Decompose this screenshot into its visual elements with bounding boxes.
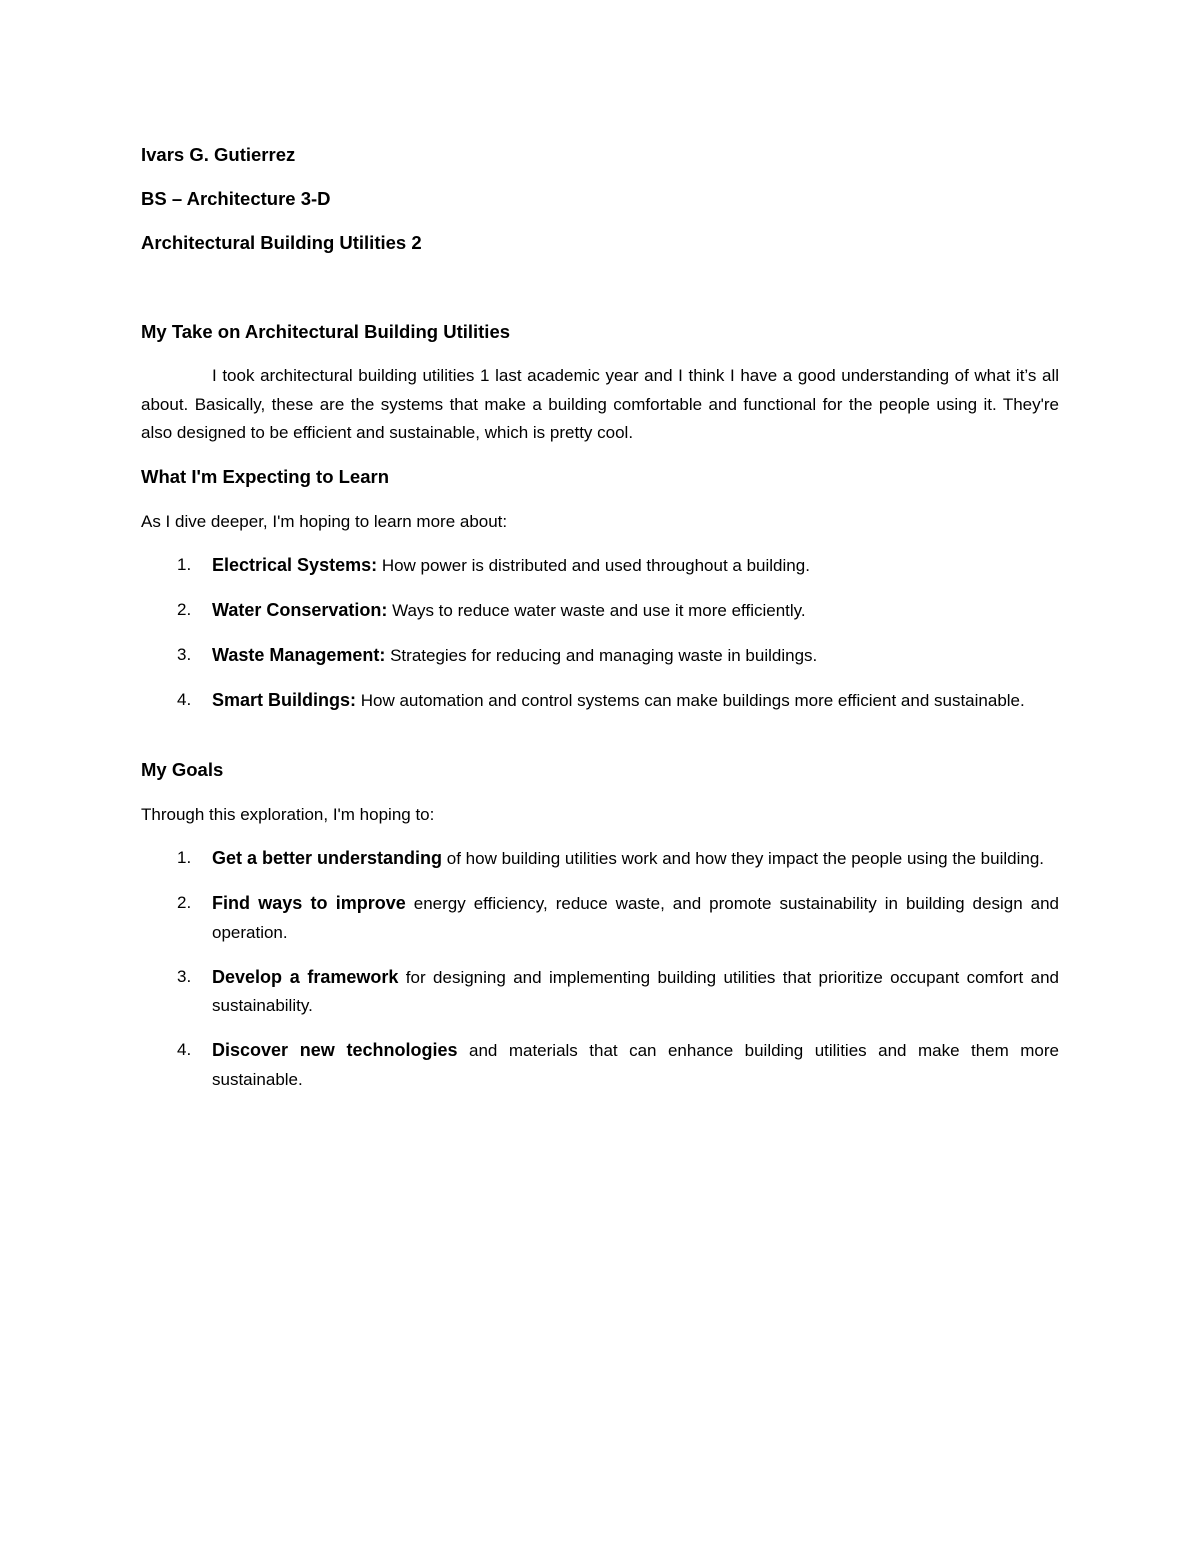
list-number: 1. xyxy=(177,555,192,574)
list-item-term: Discover new technologies xyxy=(212,1040,458,1060)
list-item xyxy=(141,1036,1059,1094)
section-heading-goals: My Goals xyxy=(141,759,224,780)
list-item-term: Develop a framework xyxy=(212,966,399,987)
list-item-text: How power is distributed and used throughout a building. xyxy=(377,556,810,575)
list-item xyxy=(141,686,1059,716)
list-item-text: energy efficiency, reduce waste, and promote sustainability in building design and operation. xyxy=(212,894,1059,942)
list-item xyxy=(141,889,1059,947)
list-number: 3. xyxy=(177,645,192,664)
list-item xyxy=(141,551,1059,581)
list-number: 4. xyxy=(177,690,192,709)
goals-intro: Through this exploration, I'm hoping to: xyxy=(141,805,435,824)
list-item-text: Strategies for reducing and managing waste in buildings. xyxy=(385,646,818,665)
list-number: 2. xyxy=(177,600,192,619)
goals-list xyxy=(141,844,1059,1110)
list-item-term: Smart Buildings: xyxy=(212,690,357,710)
list-item-text: for designing and implementing building utilities that prioritize occupant comfort and sustainability. xyxy=(212,967,1060,1015)
list-item-term: Water Conservation: xyxy=(212,600,388,620)
take-paragraph xyxy=(141,362,1059,448)
list-item xyxy=(141,963,1059,1021)
list-item-term: Electrical Systems: xyxy=(212,555,378,575)
list-item xyxy=(141,596,1059,626)
list-item-text: and materials that can enhance building utilities and make them more sustainable. xyxy=(212,1041,1059,1089)
list-number: 3. xyxy=(177,966,192,986)
expect-list xyxy=(141,551,1059,731)
list-item-term: Find ways to improve xyxy=(212,893,406,913)
section-heading-expect: What I'm Expecting to Learn xyxy=(141,466,390,487)
expect-intro: As I dive deeper, I'm hoping to learn more about: xyxy=(141,512,508,531)
subject-title: Architectural Building Utilities 2 xyxy=(141,232,422,253)
list-item-term: Waste Management: xyxy=(212,645,386,665)
author-name: Ivars G. Gutierrez xyxy=(141,144,296,165)
list-item-text: How automation and control systems can make buildings more efficient and sustainable. xyxy=(356,691,1025,710)
list-item-term: Get a better understanding xyxy=(212,848,443,868)
list-number: 2. xyxy=(177,893,192,912)
take-body-text: I took architectural building utilities 1 last academic year and I think I have a good understanding of what it’s all about. Basically, these are the systems that make a building comfortable and functional for the people using it. They're also designed to be efficient and sustainable, which is pretty cool. xyxy=(141,366,1059,442)
list-number: 1. xyxy=(177,848,192,867)
list-item-text: of how building utilities work and how they impact the people using the building. xyxy=(442,849,1045,868)
section-heading-take: My Take on Architectural Building Utilities xyxy=(141,321,511,342)
course-section: BS – Architecture 3-D xyxy=(141,188,331,209)
list-item-text: Ways to reduce water waste and use it more efficiently. xyxy=(387,601,806,620)
list-item xyxy=(141,641,1059,671)
list-number: 4. xyxy=(177,1040,192,1059)
list-item xyxy=(141,844,1059,874)
